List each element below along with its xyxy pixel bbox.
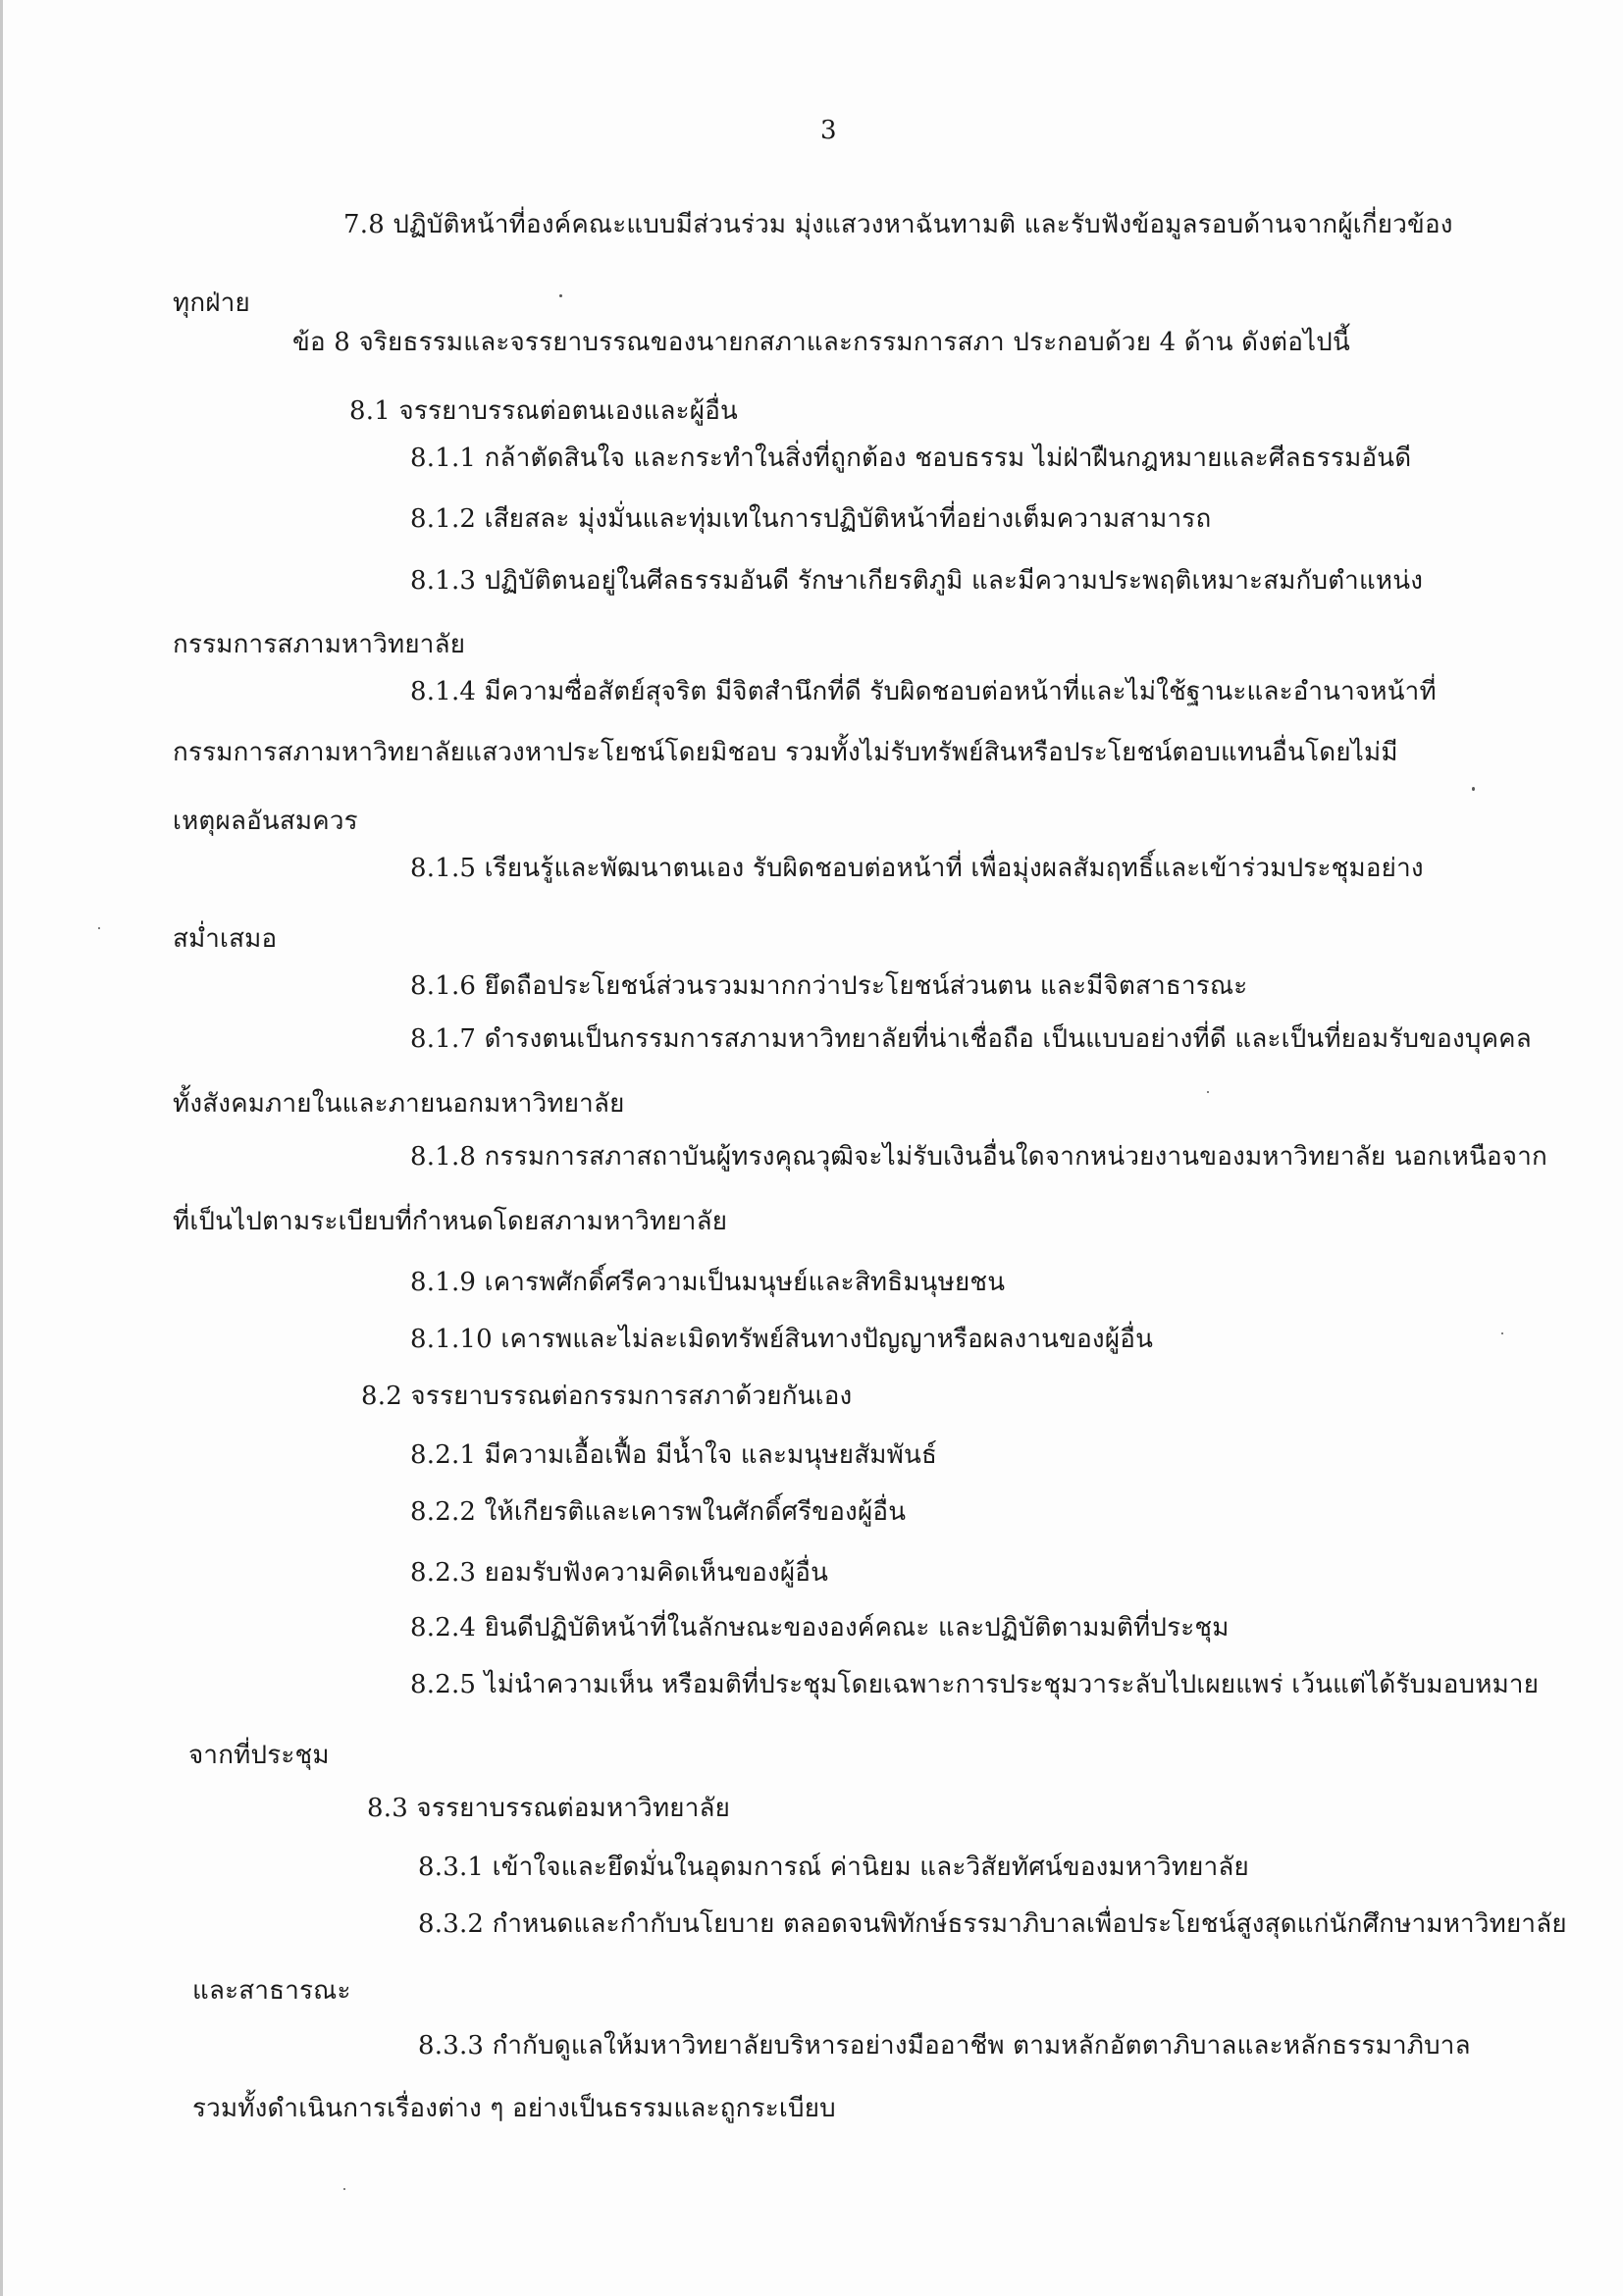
paragraph-line: 8.1.9 เคารพศักดิ์ศรีความเป็นมนุษย์และสิทธิมนุษยชน bbox=[410, 1268, 1006, 1297]
paragraph-line: 8.1.2 เสียสละ มุ่งมั่นและทุ่มเทในการปฏิบัติหน้าที่อย่างเต็มความสามารถ bbox=[410, 504, 1212, 534]
paragraph-line: 8.2.2 ให้เกียรติและเคารพในศักดิ์ศรีของผู้อื่น bbox=[410, 1497, 907, 1527]
page-number: 3 bbox=[820, 116, 837, 145]
paragraph-line: และสาธารณะ bbox=[192, 1976, 351, 2006]
scan-speck bbox=[1207, 1091, 1209, 1093]
scan-edge bbox=[0, 0, 3, 2296]
paragraph-line: 8.1.3 ปฏิบัติตนอยู่ในศีลธรรมอันดี รักษาเกียรติภูมิ และมีความประพฤติเหมาะสมกับตำแหน่ง bbox=[410, 566, 1424, 596]
paragraph-line: 8.1.10 เคารพและไม่ละเมิดทรัพย์สินทางปัญญาหรือผลงานของผู้อื่น bbox=[410, 1325, 1154, 1354]
section-heading: 8.2 จรรยาบรรณต่อกรรมการสภาด้วยกันเอง bbox=[361, 1382, 853, 1411]
paragraph-line: 8.3.1 เข้าใจและยึดมั่นในอุดมการณ์ ค่านิยม และวิสัยทัศน์ของมหาวิทยาลัย bbox=[418, 1852, 1249, 1882]
paragraph-line: 8.2.4 ยินดีปฏิบัติหน้าที่ในลักษณะขององค์คณะ และปฏิบัติตามมติที่ประชุม bbox=[410, 1613, 1230, 1643]
paragraph-line: 8.3.2 กำหนดและกำกับนโยบาย ตลอดจนพิทักษ์ธรรมาภิบาลเพื่อประโยชน์สูงสุดแก่นักศึกษามหาวิทยาลัย bbox=[418, 1909, 1567, 1939]
scan-speck bbox=[343, 2188, 345, 2190]
paragraph-line: ที่เป็นไปตามระเบียบที่กำหนดโดยสภามหาวิทยาลัย bbox=[173, 1207, 728, 1236]
paragraph-line: ข้อ 8 จริยธรรมและจรรยาบรรณของนายกสภาและกรรมการสภา ประกอบด้วย 4 ด้าน ดังต่อไปนี้ bbox=[292, 328, 1350, 357]
section-heading: 8.1 จรรยาบรรณต่อตนเองและผู้อื่น bbox=[349, 396, 738, 426]
paragraph-line: 8.1.7 ดำรงตนเป็นกรรมการสภามหาวิทยาลัยที่น่าเชื่อถือ เป็นแบบอย่างที่ดี และเป็นที่ยอมรับของบุคคล bbox=[410, 1024, 1532, 1054]
paragraph-line: กรรมการสภามหาวิทยาลัย bbox=[173, 630, 466, 659]
paragraph-line: 8.2.5 ไม่นำความเห็น หรือมติที่ประชุมโดยเฉพาะการประชุมวาระลับไปเผยแพร่ เว้นแต่ได้รับมอบหมาย bbox=[410, 1670, 1540, 1699]
paragraph-line: กรรมการสภามหาวิทยาลัยแสวงหาประโยชน์โดยมิชอบ รวมทั้งไม่รับทรัพย์สินหรือประโยชน์ตอบแทนอื่นโดยไม่มี bbox=[173, 738, 1398, 767]
scan-speck bbox=[559, 294, 562, 297]
paragraph-line: รวมทั้งดำเนินการเรื่องต่าง ๆ อย่างเป็นธรรมและถูกระเบียบ bbox=[192, 2094, 836, 2123]
paragraph-line: 8.2.1 มีความเอื้อเฟื้อ มีน้ำใจ และมนุษยสัมพันธ์ bbox=[410, 1440, 938, 1470]
paragraph-line: ทุกฝ่าย bbox=[173, 288, 250, 318]
paragraph-line: 8.1.4 มีความซื่อสัตย์สุจริต มีจิตสำนึกที่ดี รับผิดชอบต่อหน้าที่และไม่ใช้ฐานะและอำนาจหน้าที่ bbox=[410, 677, 1437, 706]
paragraph-line: 8.3.3 กำกับดูแลให้มหาวิทยาลัยบริหารอย่างมืออาชีพ ตามหลักอัตตาภิบาลและหลักธรรมาภิบาล bbox=[418, 2031, 1471, 2061]
paragraph-line: เหตุผลอันสมควร bbox=[173, 807, 358, 836]
scan-speck bbox=[1501, 1332, 1503, 1334]
paragraph-line: สม่ำเสมอ bbox=[173, 924, 278, 954]
paragraph-line: 8.1.5 เรียนรู้และพัฒนาตนเอง รับผิดชอบต่อหน้าที่ เพื่อมุ่งผลสัมฤทธิ์และเข้าร่วมประชุมอย่าง bbox=[410, 854, 1424, 883]
scan-speck bbox=[1472, 787, 1475, 791]
paragraph-line: 8.2.3 ยอมรับฟังความคิดเห็นของผู้อื่น bbox=[410, 1558, 829, 1588]
paragraph-line: ทั้งสังคมภายในและภายนอกมหาวิทยาลัย bbox=[173, 1089, 625, 1119]
paragraph-line: จากที่ประชุม bbox=[188, 1741, 330, 1770]
scan-speck bbox=[98, 927, 100, 929]
paragraph-line: 7.8 ปฏิบัติหน้าที่องค์คณะแบบมีส่วนร่วม มุ่งแสวงหาฉันทามติ และรับฟังข้อมูลรอบด้านจากผู้เกี่ยวข้อง bbox=[343, 210, 1453, 239]
section-heading: 8.3 จรรยาบรรณต่อมหาวิทยาลัย bbox=[367, 1794, 731, 1823]
paragraph-line: 8.1.6 ยึดถือประโยชน์ส่วนรวมมากกว่าประโยชน์ส่วนตน และมีจิตสาธารณะ bbox=[410, 971, 1248, 1001]
paragraph-line: 8.1.1 กล้าตัดสินใจ และกระทำในสิ่งที่ถูกต้อง ชอบธรรม ไม่ฝ่าฝืนกฎหมายและศีลธรรมอันดี bbox=[410, 444, 1412, 473]
paragraph-line: 8.1.8 กรรมการสภาสถาบันผู้ทรงคุณวุฒิจะไม่รับเงินอื่นใดจากหน่วยงานของมหาวิทยาลัย นอกเหนือจาก bbox=[410, 1142, 1547, 1172]
